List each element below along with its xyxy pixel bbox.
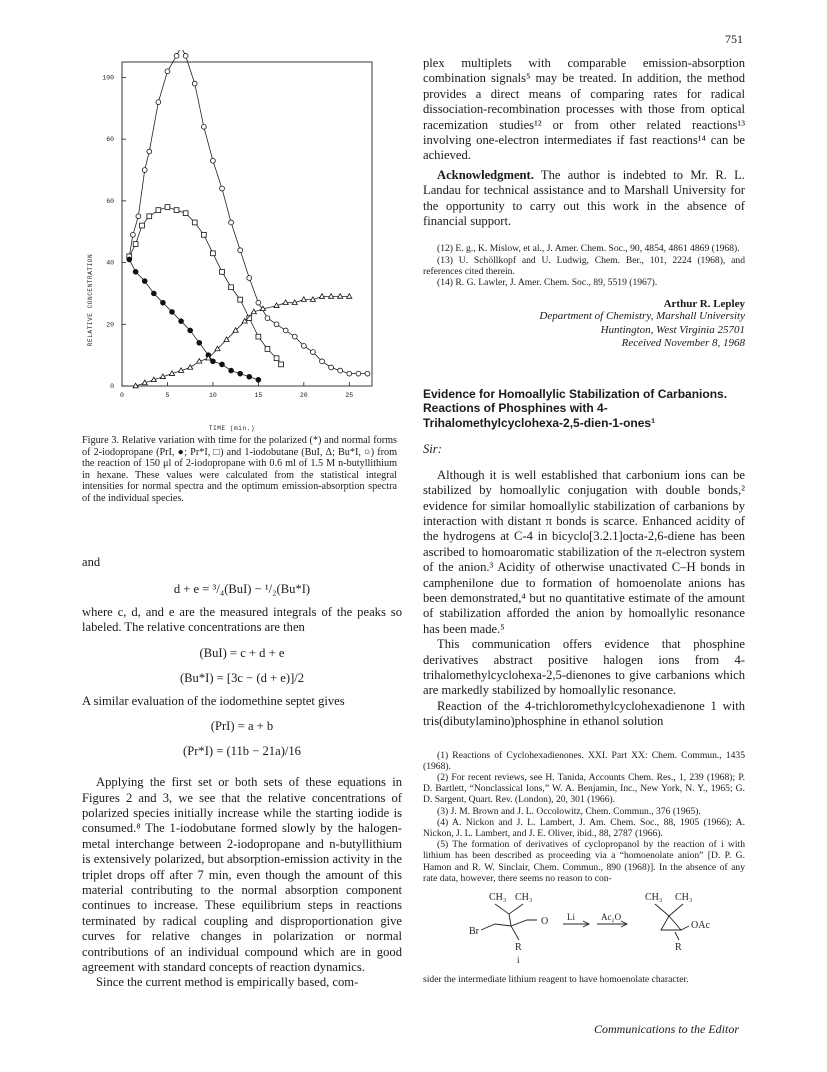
footnote-4: (4) A. Nickon and J. L. Lambert, J. Am. Chem. Soc., 88, 1905 (1966); A. Nickon, J. L. Lambert, and J. E. Oliver, ibid., 88, 2787 (1966). (423, 816, 745, 840)
data-point-circle-open (265, 316, 270, 321)
footnotes-block (423, 750, 745, 884)
footnote-3: (3) J. M. Brown and J. L. Occolowitz, Chem. Commun., 376 (1965). (437, 805, 701, 817)
data-point-square-open (165, 205, 170, 210)
data-point-circle-filled (151, 291, 156, 296)
data-point-circle-open (201, 124, 206, 129)
scheme-ch3-b: CH₃ (515, 892, 533, 904)
data-point-circle-open (338, 368, 343, 373)
reference-12: (12) E. g., K. Mislow, et al., J. Amer. Chem. Soc., 90, 4854, 4861 4869 (1968). (437, 243, 740, 255)
data-point-circle-open (347, 371, 352, 376)
data-point-circle-open (365, 371, 370, 376)
reaction-scheme (423, 888, 745, 966)
data-point-square-open (220, 269, 225, 274)
data-point-circle-open (183, 53, 188, 58)
left-paragraph-4: Since the current method is empirically based, com- (96, 975, 359, 990)
footnote-1: (1) Reactions of Cyclohexadienones. XXI. Part XX: Chem. Commun., 1435 (1968). (423, 749, 745, 772)
data-point-circle-filled (142, 279, 147, 284)
equation-3: (Bu*I) = [3c − (d + e)]/2 (179, 670, 305, 685)
data-point-square-open (229, 285, 234, 290)
data-point-square-open (174, 208, 179, 213)
scheme-ch3-d: CH₃ (675, 892, 693, 904)
x-axis-label: TIME (min.) (208, 425, 256, 432)
y-axis-label: RELATIVE CONCENTRATION (87, 253, 94, 347)
x-tick-label: 20 (299, 392, 308, 399)
data-point-triangle-open (328, 294, 333, 299)
data-point-circle-open (142, 168, 147, 173)
left-paragraph-1: where c, d, and e are the measured integrals of the peaks so labeled. The relative concentrations are then (82, 604, 402, 635)
figure-3-chart (82, 50, 387, 435)
x-tick-label: 15 (254, 392, 263, 399)
data-point-triangle-open (301, 297, 306, 302)
references-block (423, 243, 745, 288)
data-point-triangle-open (283, 300, 288, 305)
data-point-circle-open (292, 334, 297, 339)
equation-4: (PrI) = a + b (210, 719, 274, 734)
data-point-triangle-open (188, 365, 193, 370)
data-point-circle-filled (179, 319, 184, 324)
series-line-circle-filled (129, 259, 258, 379)
data-point-square-open (147, 214, 152, 219)
data-point-circle-filled (238, 371, 243, 376)
right-column (423, 56, 745, 985)
data-point-square-open (256, 334, 261, 339)
series-line-square-open (129, 207, 281, 364)
received-date: Received November 8, 1968 (621, 337, 745, 350)
data-point-square-open (156, 208, 161, 213)
right-paragraph-5: sider the intermediate lithium reagent to have homoenolate character. (423, 974, 689, 986)
data-point-square-open (133, 242, 138, 247)
equation-1: d + e = ³/₄(BuI) − ¹/₂(Bu*I) (173, 581, 311, 596)
data-point-circle-open (311, 350, 316, 355)
reference-14: (14) R. G. Lawler, J. Amer. Chem. Soc., 89, 5519 (1967). (437, 277, 658, 289)
data-point-circle-open (174, 53, 179, 58)
scheme-ch3-c: CH₃ (645, 892, 663, 904)
scheme-bonds (481, 904, 689, 940)
data-point-triangle-open (347, 294, 352, 299)
data-point-circle-open (229, 220, 234, 225)
right-paragraph-2: Although it is well established that carbonium ions can be stabilized by homoallylic conjugation with double bonds,² evidence for similar homoallylic stabilization of carbanions by interaction with distant π bonds is scarce. Enhanced acidity of the hydrogens at C-4 in bicyclo[3.2.1]octa-2,6-diene has been ascribed to homoaromatic stabilization of the π-electron system of the anion.³ Acidity of otherwise unactivated C–H bonds in camphenilone due to formation of homoenolate anions has been demonstrated,⁴ but no quantitative estimate of the amount of stabilization afforded the anion by homoallylic resonance has been made.⁵ (423, 467, 745, 636)
scheme-li: Li (567, 912, 575, 923)
right-paragraph-1: plex multiplets with comparable emission-absorption combination signals⁵ may be treated. In addition, the method provides a direct means of comparing rates for radical dissociation-recombination processes with those from optical racemization studies¹² or from other related reactions¹³ involving one-electron intermediates if fast reactions¹⁴ can be achieved. (423, 56, 745, 163)
x-tick-label: 10 (209, 392, 217, 399)
data-point-square-open (211, 251, 216, 256)
y-tick-label: 20 (106, 321, 114, 329)
page-number: 751 (725, 32, 743, 46)
equation-5: (Pr*I) = (11b − 21a)/16 (183, 744, 301, 759)
data-point-circle-filled (211, 359, 216, 364)
data-point-square-open (265, 347, 270, 352)
y-tick-label: 100 (102, 74, 114, 82)
left-column (82, 50, 402, 991)
data-point-circle-open (320, 359, 325, 364)
scheme-br: Br (469, 926, 479, 938)
series-line-circle-open (129, 50, 367, 374)
footnote-5: (5) The formation of derivatives of cyclopropanol by the reaction of i with lithium has been described as proceeding via a “homoenolate anion” [D. P. G. Hamon and R. W. Sinclair, Chem. Commun., 890 (1968)]. In the absence of any rate data, however, there seems no reason to con- (423, 839, 745, 884)
data-point-circle-filled (197, 340, 202, 345)
affiliation-1: Department of Chemistry, Marshall University (539, 310, 745, 323)
data-point-circle-open (131, 232, 136, 237)
data-point-circle-open (147, 149, 152, 154)
data-point-circle-filled (220, 362, 225, 367)
author-name: Arthur R. Lepley (663, 298, 745, 311)
scheme-ch3-a: CH₃ (489, 892, 507, 904)
data-point-circle-open (165, 69, 170, 74)
reference-13: (13) U. Schöllkopf and U. Ludwig, Chem. Ber., 101, 2224 (1968), and references cited therein. (423, 254, 745, 277)
scheme-oac: OAc (691, 920, 710, 932)
right-paragraph-3: This communication offers evidence that phosphine derivatives abstract positive halogen ions from 4-trihalomethylcyclohexa-2,5-dienones to give carbanions which are markedly stabilized by homoallylic resonance. (423, 637, 745, 698)
data-point-circle-filled (161, 300, 166, 305)
scheme-o: O (541, 916, 549, 928)
figure-caption: Figure 3. Relative variation with time for the polarized (*) and normal forms of 2-iodopropane (PrI, ●; Pr*I, □) and 1-iodobutane (BuI, Δ; Bu*I, ○) from the reaction of 150 μl of 2-iodopropane with 0.6 ml of 1.5 M n-butyllithium in hexane. These values were calculated from the statistical integral intensities for normal spectra and the optimum emission-absorption spectra of the individual species. (82, 435, 397, 504)
data-point-circle-open (156, 100, 161, 105)
data-point-circle-open (238, 248, 243, 253)
data-point-circle-open (274, 322, 279, 327)
data-point-square-open (192, 220, 197, 225)
data-point-square-open (201, 232, 206, 237)
data-point-square-open (279, 362, 284, 367)
data-point-triangle-open (319, 294, 324, 299)
page-footer: Communications to the Editor (594, 1022, 739, 1036)
data-point-triangle-open (338, 294, 343, 299)
x-tick-label: 25 (345, 392, 354, 399)
data-point-circle-open (211, 158, 216, 163)
acknowledgment-text: The author is indebted to Mr. R. L. Landau for technical assistance and to Marshall University for the opportunity to carry out this work in the absence of financial support. (423, 167, 745, 229)
right-paragraph-4: Reaction of the 4-trichloromethylcyclohexadienone 1 with tris(dibutylamino)phosphine in ethanol solution (423, 698, 745, 729)
salutation: Sir: (423, 442, 442, 457)
affiliation-2: Huntington, West Virginia 25701 (600, 323, 745, 336)
text-and: and (82, 554, 101, 569)
data-point-square-open (183, 211, 188, 216)
scheme-i: i (517, 955, 520, 966)
y-tick-label: 0 (110, 383, 114, 390)
data-point-circle-open (283, 328, 288, 333)
data-point-circle-open (220, 186, 225, 191)
footnote-2: (2) For recent reviews, see H. Tanida, Accounts Chem. Res., 1, 239 (1968); P. D. Bartlett, “Nonclassical Ions,” W. A. Benjamin, Inc., New York, N. Y., 1965; G. D. Sargent, Quart. Rev. (London), 20, 301 (1966). (423, 772, 745, 806)
acknowledgment (423, 168, 745, 230)
data-point-circle-filled (256, 377, 261, 382)
y-tick-label: 60 (106, 136, 114, 144)
plot-frame (122, 62, 372, 386)
left-paragraph-2: A similar evaluation of the iodomethine septet gives (82, 693, 345, 708)
y-tick-label: 60 (106, 197, 114, 205)
data-point-circle-filled (133, 269, 138, 274)
x-tick-label: 5 (165, 392, 170, 399)
article-title: Evidence for Homoallylic Stabilization of Carbanions. Reactions of Phosphines with 4-Trihalomethylcyclohexa-2,5-dien-1-ones¹ (423, 386, 728, 430)
data-point-square-open (140, 223, 145, 228)
data-point-circle-filled (247, 374, 252, 379)
equation-2: (BuI) = c + d + e (199, 645, 285, 660)
x-tick-label: 0 (120, 392, 124, 399)
data-point-circle-open (192, 81, 197, 86)
data-point-circle-open (247, 276, 252, 281)
acknowledgment-label: Acknowledgment. (437, 167, 534, 182)
data-point-circle-open (356, 371, 361, 376)
data-point-circle-filled (188, 328, 193, 333)
data-point-square-open (274, 356, 279, 361)
data-point-circle-filled (229, 368, 234, 373)
data-point-circle-filled (170, 310, 175, 315)
y-tick-label: 40 (106, 259, 114, 267)
data-point-square-open (238, 297, 243, 302)
data-point-circle-filled (127, 257, 132, 262)
data-point-circle-open (301, 343, 306, 348)
scheme-r2: R (675, 942, 682, 954)
data-point-circle-open (136, 214, 141, 219)
data-point-circle-open (329, 365, 334, 370)
scheme-ac2o: Ac₂O (601, 912, 622, 923)
scheme-r1: R (515, 942, 522, 954)
data-point-circle-open (256, 300, 261, 305)
left-paragraph-3: Applying the first set or both sets of these equations in Figures 2 and 3, we see that the relative concentrations of polarized species initially increase while the starting iodide is consumed.⁸ The 1-iodobutane formed slowly by the halogen-metal interchange between 2-iodopropane and n-butyllithium is extensively polarized, but absorption-emission activity in the triplet drops off after 7 min, even though the amount of this material contributing to the normal absorption component continues to increase. These equilibrium steps in reactions terminated by radical coupling and disproportionation give curves for relative changes in polarization or normal contributions of an individual compound which are in good agreement with standard concepts of reaction dynamics. (82, 775, 402, 975)
